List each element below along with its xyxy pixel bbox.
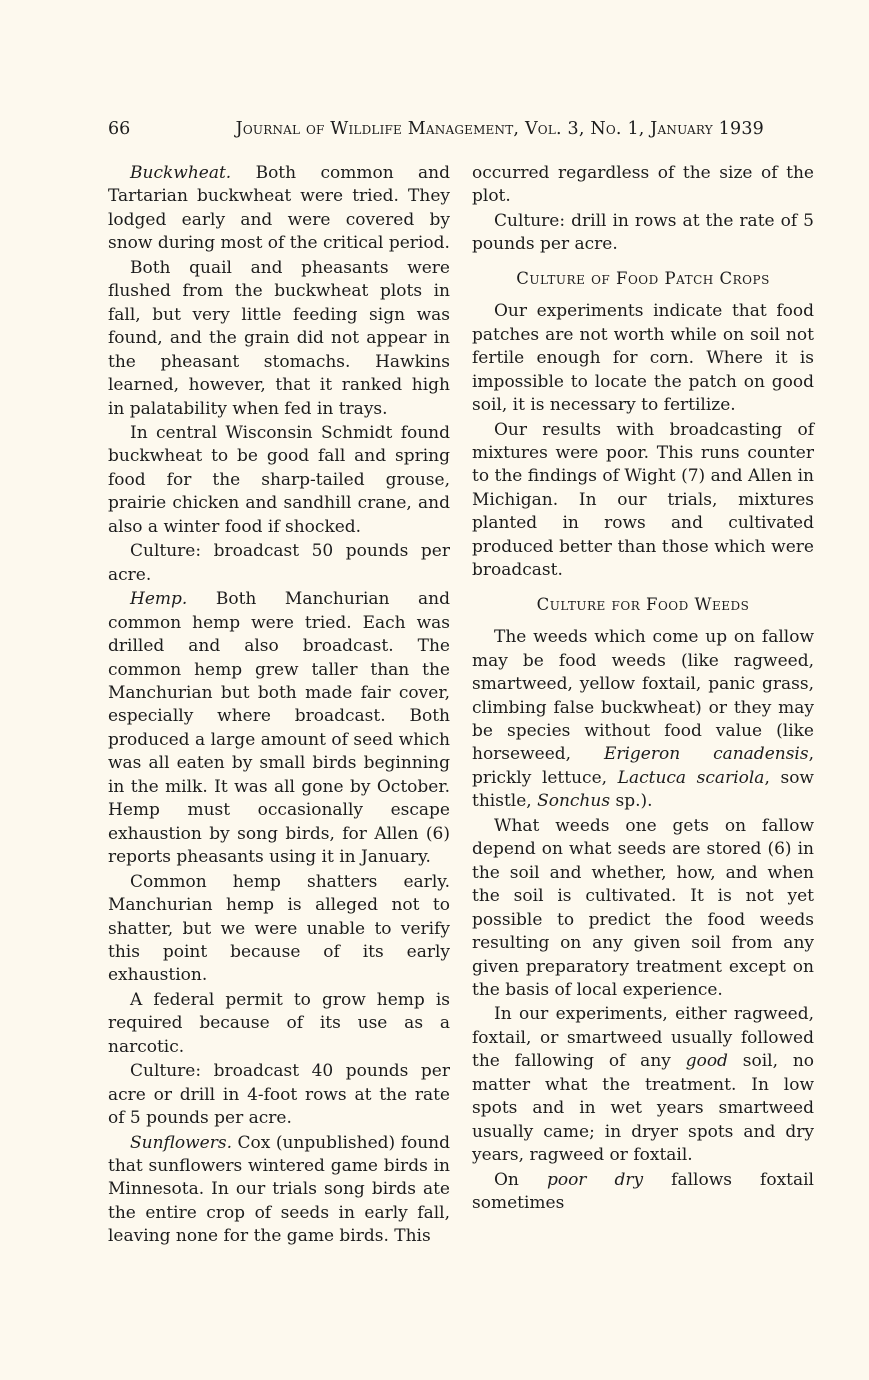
paragraph: Our results with broadcasting of mixtures were poor. This runs counter to the findings of Wight (7) and Allen in Michigan. In our trials, mixtures planted in rows and cultivated produced better than those which were broadcast.: [472, 419, 814, 581]
paragraph: Common hemp shatters early. Manchurian hemp is alleged not to shatter, but we were unable to verify this point because of its early exhaustion.: [108, 871, 450, 986]
paragraph-culture: Culture: drill in rows at the rate of 5 pounds per acre.: [472, 210, 814, 255]
paragraph-weeds: [472, 626, 814, 814]
species-name: Lactuca scariola: [617, 767, 765, 788]
paragraph-text: Cox (unpublished) found that sunflowers wintered game birds in Minnesota. In our trials song birds ate the entire crop of seeds in early fall, leaving none for the game birds. This: [108, 1132, 450, 1247]
paragraph-text: Both common and Tartarian buckwheat were tried. They lodged early and were covered by snow during most of the critical period.: [108, 163, 450, 254]
paragraph-text: , prickly lettuce,: [472, 744, 814, 788]
paragraph-text: fallows foxtail sometimes: [472, 1169, 814, 1214]
paragraph: A federal permit to grow hemp is required because of its use as a narcotic.: [108, 989, 450, 1057]
species-name: Sonchus: [537, 791, 611, 812]
paragraph-sunflowers: [108, 1132, 450, 1249]
paragraph-text: sp.).: [610, 791, 653, 812]
paragraph-text: , sow thistle,: [472, 767, 814, 812]
emphasis: good: [685, 1051, 728, 1072]
running-header: [108, 117, 764, 141]
term-hemp: Hemp.: [130, 589, 188, 610]
paragraph-culture: Culture: broadcast 50 pounds per acre.: [108, 541, 450, 585]
paragraph: What weeds one gets on fallow depend on what seeds are stored (6) in the soil and whether, how, and when the soil is cultivated. It is not yet possible to predict the food weeds resulting on any given soil from any given preparatory treatment except on the basis of local experience.: [472, 815, 814, 1000]
emphasis: poor dry: [546, 1169, 644, 1190]
paragraph-text: Both Manchurian and common hemp were tried. Each was drilled and also broadcast. The common hemp grew taller than the Manchurian but both made fair cover, especially where broadcast. Both produced a large amount of seed which was all eaten by small birds beginning in the milk. It was all gone by October. Hemp must occasionally escape exhaustion by song birds, for Allen (6) reports pheasants using it in January.: [108, 589, 450, 868]
right-column: [472, 162, 814, 1215]
section-heading-food-weeds: Culture for Food Weeds: [536, 594, 750, 614]
section-heading-food-patch: Culture of Food Patch Crops: [516, 268, 770, 288]
paragraph-text: The weeds which come up on fallow may be food weeds (like ragweed, smartweed, yellow foxtail, panic grass, climbing false buckwheat) or they may be species without food value (like horseweed,: [472, 627, 814, 765]
paragraph-text: soil, no matter what the treatment. In low spots and in wet years smartweed usually came; in dryer spots and dry years, ragweed or foxtail.: [472, 1051, 814, 1166]
paragraph-hemp: [108, 588, 450, 869]
paragraph-text: In our experiments, either ragweed, foxtail, or smartweed usually followed the fallowing of any: [472, 1004, 814, 1072]
left-column: [108, 162, 450, 1249]
term-buckwheat: Buckwheat.: [130, 163, 232, 183]
paragraph: Both quail and pheasants were flushed from the buckwheat plots in fall, but very little feeding sign was found, and the grain did not appear in the pheasant stomachs. Hawkins learned, however, that it ranked high in palatability when fed in trays.: [108, 257, 450, 419]
paragraph-culture: Culture: broadcast 40 pounds per acre or drill in 4-foot rows at the rate of 5 pounds per acre.: [108, 1061, 450, 1129]
paragraph-continued: occurred regardless of the size of the plot.: [472, 163, 814, 207]
page-number: 66: [108, 119, 131, 139]
paragraph: Our experiments indicate that food patches are not worth while on soil not fertile enough for corn. Where it is impossible to locate the patch on good soil, it is necessary to fertilize.: [472, 301, 814, 416]
term-sunflowers: Sunflowers.: [130, 1132, 232, 1153]
paragraph-text: On: [494, 1169, 547, 1190]
running-title: Journal of Wildlife Management, Vol. 3, No. 1, January 1939: [235, 119, 764, 139]
paragraph: [472, 1003, 814, 1167]
paragraph: In central Wisconsin Schmidt found buckwheat to be good fall and spring food for the sharp-tailed grouse, prairie chicken and sandhill crane, and also a winter food if shocked.: [108, 422, 450, 537]
paragraph-buckwheat: [108, 162, 450, 256]
species-name: Erigeron canadensis: [603, 744, 809, 765]
paragraph: [472, 1169, 814, 1216]
